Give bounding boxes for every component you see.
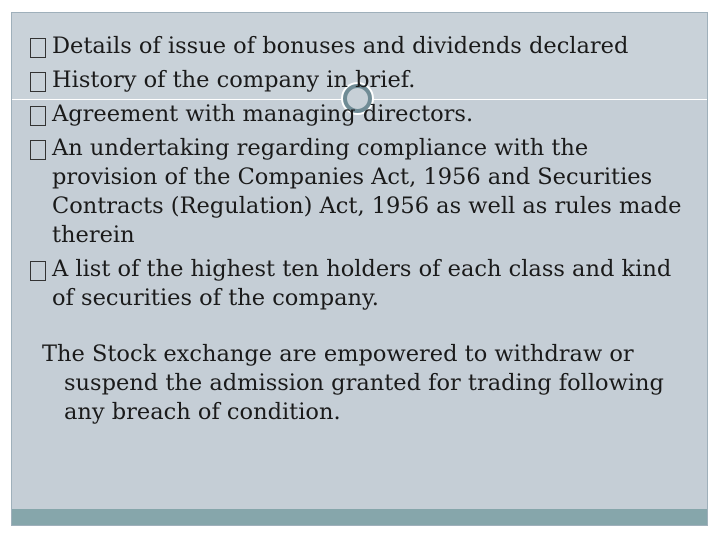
missing-glyph-box-icon: [30, 261, 46, 281]
list-item: [30, 134, 690, 250]
footer-bar: [12, 509, 707, 525]
closing-paragraph: The Stock exchange are empowered to withdraw or suspend the admission granted for trading following any breach of condition.: [42, 341, 664, 425]
bullet-text: A list of the highest ten holders of each class and kind of securities of the company.: [52, 256, 672, 311]
list-item: [30, 255, 690, 313]
bullet-text: History of the company in brief.: [52, 67, 416, 93]
slide-content: [30, 32, 690, 427]
missing-glyph-box-icon: [30, 106, 46, 126]
missing-glyph-box-icon: [30, 140, 46, 160]
list-item: [30, 66, 690, 95]
list-item: [30, 32, 690, 61]
list-item: [30, 100, 690, 129]
missing-glyph-box-icon: [30, 38, 46, 58]
bullet-list: [30, 32, 690, 313]
missing-glyph-box-icon: [30, 72, 46, 92]
bullet-text: An undertaking regarding compliance with the provision of the Companies Act, 1956 and Securities Contracts (Regulation) Act, 1956 as well as rules made therein: [52, 135, 682, 248]
bullet-text: Details of issue of bonuses and dividends declared: [52, 33, 629, 59]
bullet-text: Agreement with managing directors.: [52, 101, 474, 127]
